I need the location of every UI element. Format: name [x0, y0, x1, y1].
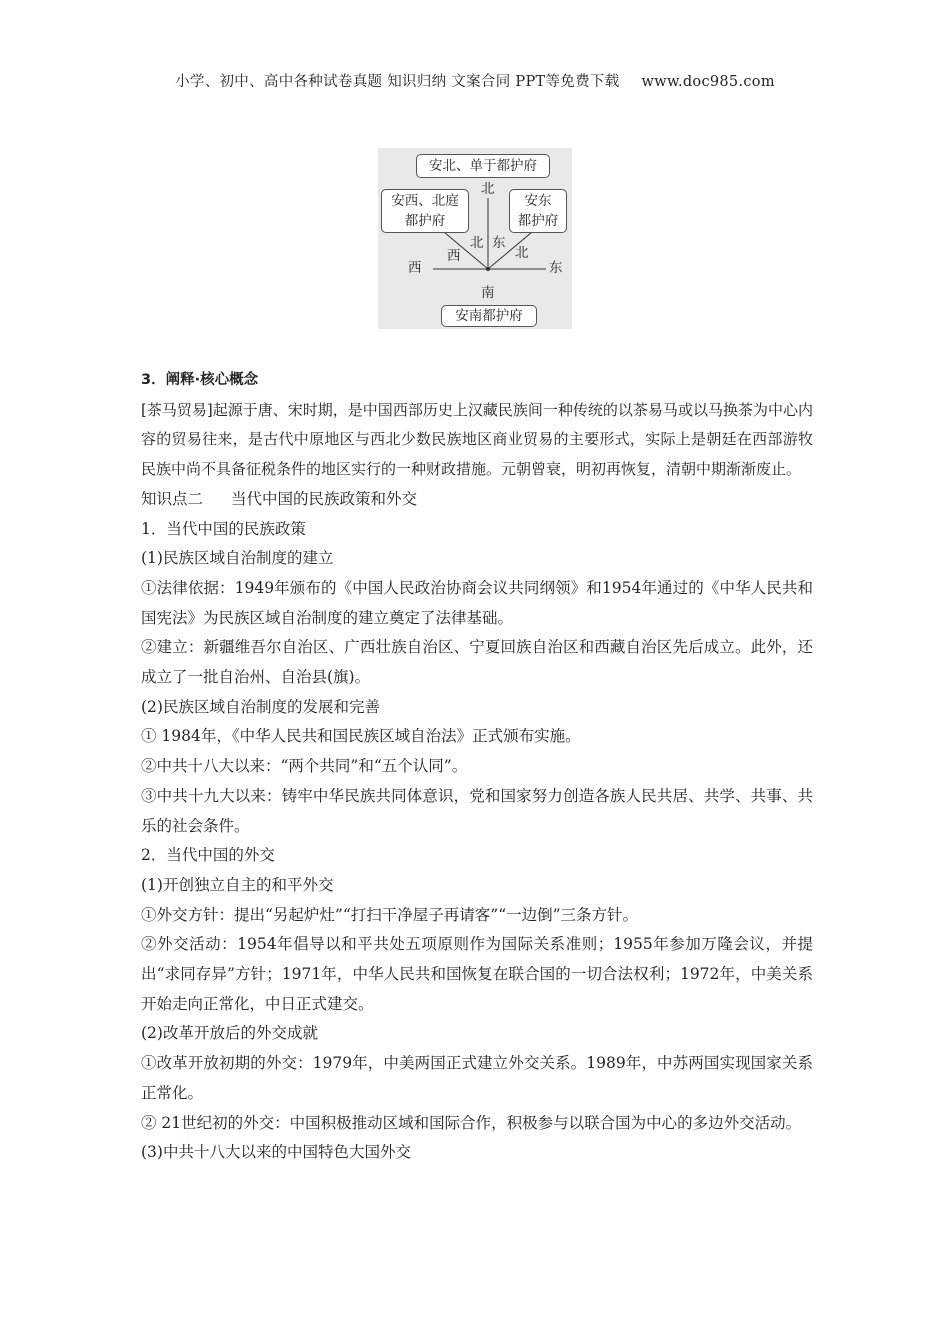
right-box-line2: 都护府 — [517, 213, 559, 229]
s1-2-title: (2)民族区域自治制度的发展和完善 — [141, 697, 380, 716]
north-label: 北 — [481, 181, 495, 197]
header-site[interactable]: www.doc985.com — [641, 74, 775, 90]
s2-2-b: ② 21世纪初的外交：中国积极推动区域和国际合作，积极参与以联合国为中心的多边外交活动。 — [141, 1113, 802, 1132]
header-text: 小学、初中、高中各种试卷真题 知识归纳 文案合同 PPT等免费下载 — [175, 74, 620, 90]
s2-3-title: (3)中共十八大以来的中国特色大国外交 — [141, 1143, 411, 1162]
left-box-line1: 安西、北庭 — [391, 193, 459, 209]
kp2-title: 当代中国的民族政策和外交 — [231, 489, 418, 508]
page-header — [0, 70, 950, 91]
inner-west-label: 西 — [447, 248, 461, 264]
s1-title: 1．当代中国的民族政策 — [141, 519, 306, 538]
knowledge-point-2 — [141, 485, 813, 515]
s2-1-a: ①外交方针：提出“另起炉灶”“打扫干净屋子再请客”“一边倒”三条方针。 — [141, 905, 639, 924]
s2-2-title: (2)改革开放后的外交成就 — [141, 1024, 318, 1043]
center-point — [486, 267, 490, 271]
left-box-line2: 都护府 — [404, 213, 446, 229]
inner-north2-label: 北 — [515, 245, 529, 261]
inner-north-label: 北 — [470, 235, 484, 251]
s2-1-title: (1)开创独立自主的和平外交 — [141, 875, 334, 894]
right-box-line1: 安东 — [524, 193, 552, 209]
tea-horse-concept: [茶马贸易]起源于唐、宋时期，是中国西部历史上汉藏民族间一种传统的以茶易马或以马换茶为中心内容的贸易往来，是古代中原地区与西北少数民族地区商业贸易的主要形式，实际上是朝廷在西部游牧民族中尚不具备征税条件的地区实行的一种财政措施。元朝曾衰，明初再恢复，清朝中期渐渐废止。 — [141, 400, 813, 479]
s2-2-a: ①改革开放初期的外交：1979年，中美两国正式建立外交关系。1989年，中苏两国实现国家关系正常化。 — [141, 1054, 813, 1102]
south-label: 南 — [481, 285, 495, 301]
s2-1-b: ②外交活动：1954年倡导以和平共处五项原则作为国际关系准则；1955年参加万隆会议，并提出“求同存异”方针；1971年，中华人民共和国恢复在联合国的一切合法权利；1972年，中美关系开始走向正常化，中日正式建交。 — [141, 935, 813, 1013]
left-box — [381, 189, 469, 233]
bottom-box — [441, 305, 537, 327]
west-label: 西 — [408, 260, 422, 276]
main-content — [141, 366, 813, 1168]
bottom-box-label: 安南都护府 — [455, 308, 523, 324]
east-label: 东 — [549, 260, 563, 276]
inner-east-label: 东 — [492, 235, 506, 251]
right-box — [509, 189, 567, 233]
s1-2-b: ②中共十八大以来：“两个共同”和“五个认同”。 — [141, 757, 468, 776]
section3-title: 3．阐释·核心概念 — [141, 372, 259, 388]
s1-2-c: ③中共十九大以来：铸牢中华民族共同体意识，党和国家努力创造各族人民共居、共学、共事、共乐的社会条件。 — [141, 786, 813, 835]
top-box — [416, 154, 550, 178]
top-box-label: 安北、单于都护府 — [429, 158, 537, 174]
protectorate-diagram — [378, 148, 572, 329]
s1-2-a: ① 1984年，《中华人民共和国民族区域自治法》正式颁布实施。 — [141, 727, 581, 746]
s1-1-title: (1)民族区域自治制度的建立 — [141, 549, 334, 568]
kp2-label: 知识点二 — [141, 489, 204, 508]
s1-1-a: ①法律依据：1949年颁布的《中国人民政治协商会议共同纲领》和1954年通过的《中华人民共和国宪法》为民族区域自治制度的建立奠定了法律基础。 — [141, 578, 813, 627]
s2-title: 2．当代中国的外交 — [141, 846, 275, 865]
s1-1-b: ②建立：新疆维吾尔自治区、广西壮族自治区、宁夏回族自治区和西藏自治区先后成立。此外，还成立了一批自治州、自治县(旗)。 — [141, 638, 813, 687]
